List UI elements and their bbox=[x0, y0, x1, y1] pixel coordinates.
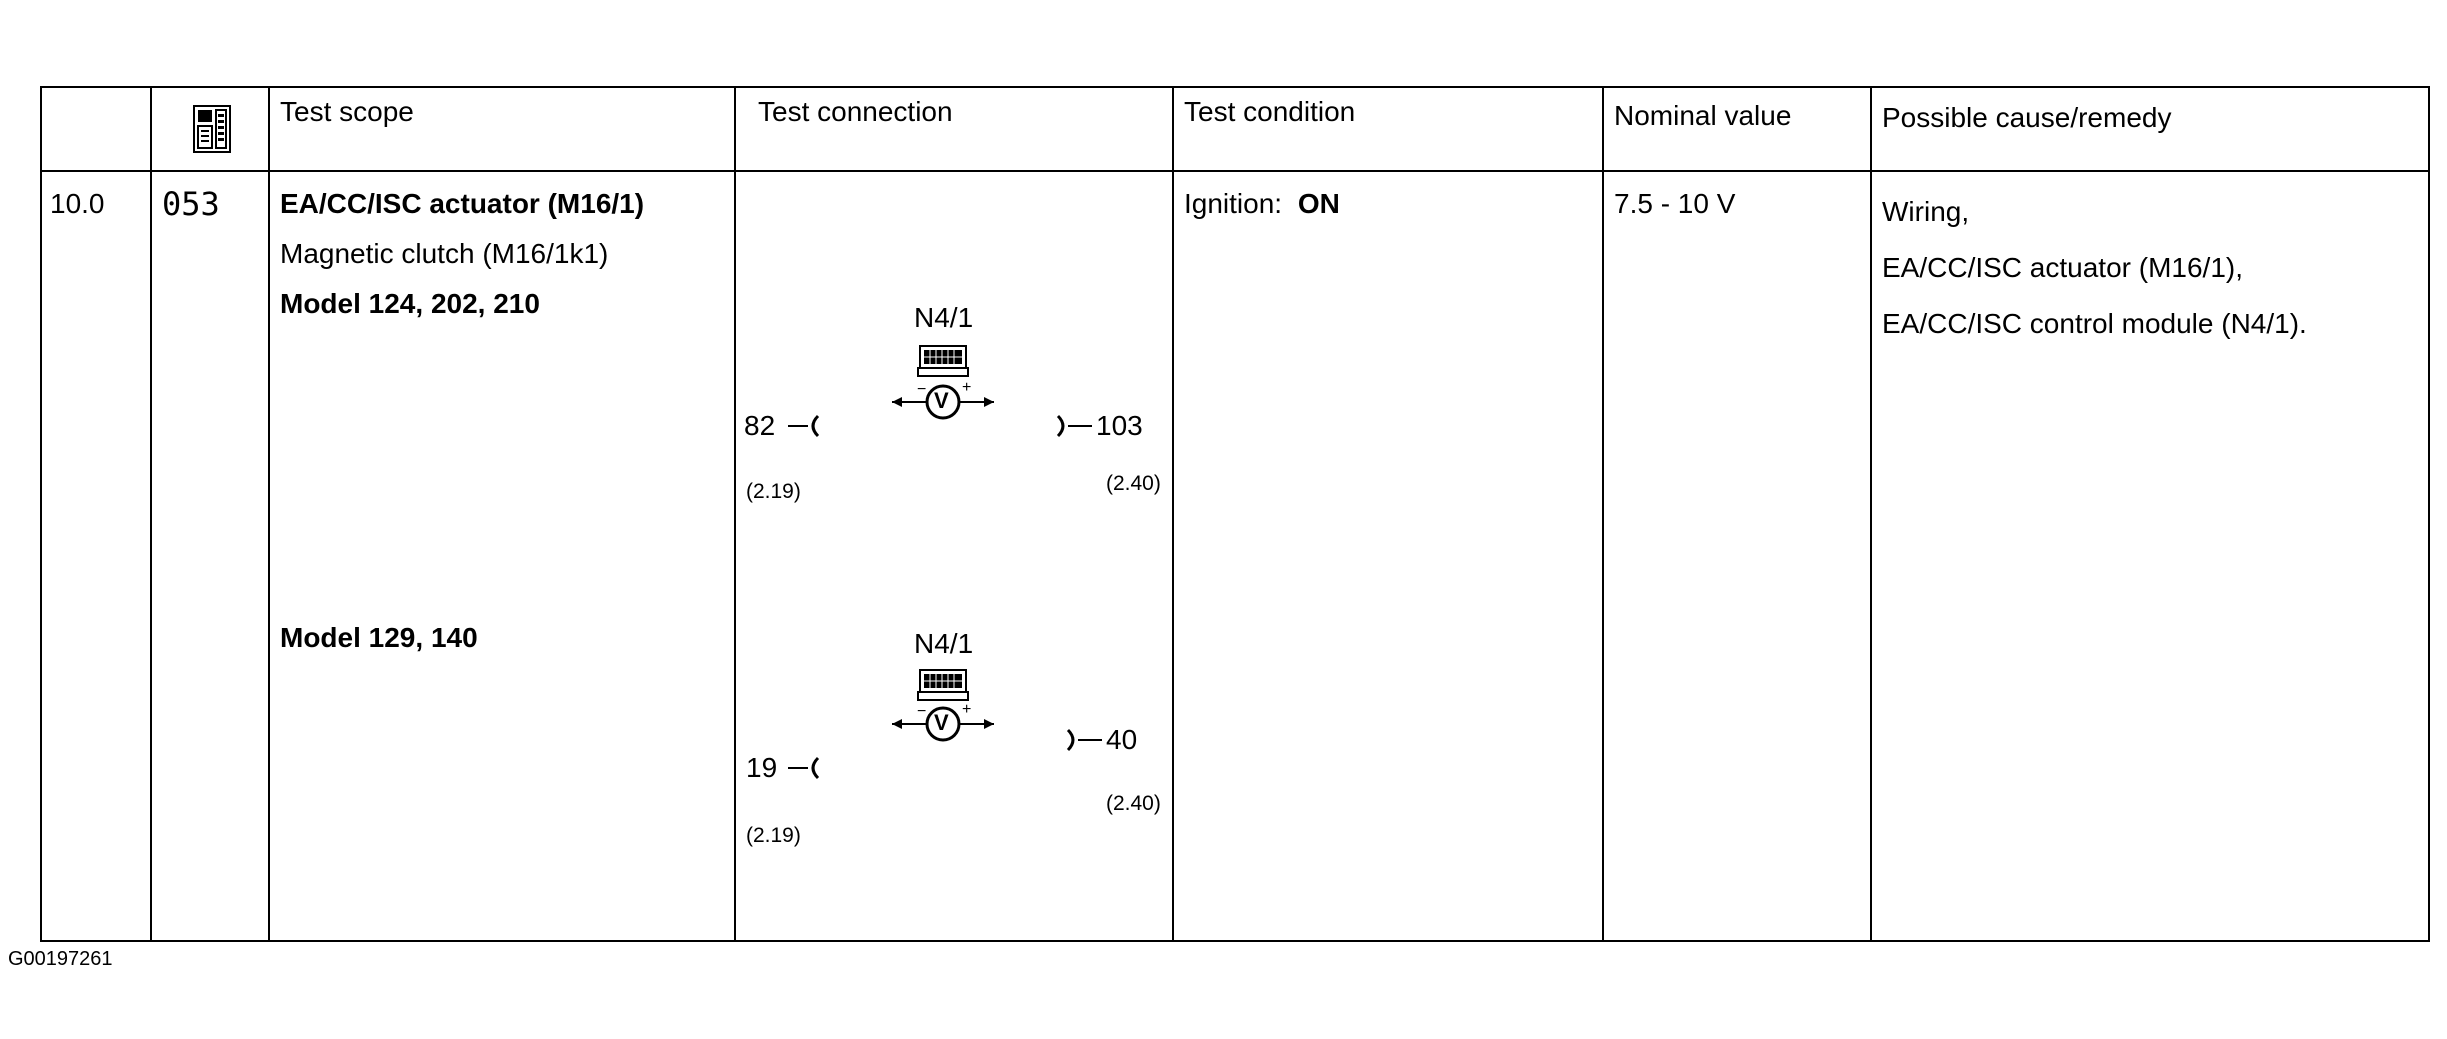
voltmeter-icon bbox=[888, 700, 998, 749]
condition-label: Ignition: bbox=[1184, 188, 1283, 219]
remedy-line-3: EA/CC/ISC control module (N4/1). bbox=[1882, 308, 2307, 339]
figure-id: G00197261 bbox=[8, 948, 113, 970]
svg-text:−: − bbox=[917, 703, 927, 720]
left-pin-a: 82 bbox=[744, 410, 776, 441]
scope-title: EA/CC/ISC actuator (M16/1) bbox=[280, 188, 645, 219]
socket-right-icon bbox=[1064, 724, 1104, 761]
right-pin-b: 40 bbox=[1106, 724, 1138, 755]
col-divider-1 bbox=[150, 88, 152, 940]
socket-left-icon bbox=[786, 410, 822, 447]
header-test-scope: Test scope bbox=[280, 96, 414, 127]
svg-text:−: − bbox=[917, 381, 927, 398]
remedy-line-2: EA/CC/ISC actuator (M16/1), bbox=[1882, 252, 2244, 283]
header-divider bbox=[42, 170, 2428, 172]
header-cause-remedy: Possible cause/remedy bbox=[1882, 102, 2172, 133]
left-ref-b: (2.19) bbox=[746, 824, 801, 847]
voltmeter-icon bbox=[888, 378, 998, 427]
socket-left-icon bbox=[786, 752, 822, 789]
svg-text:+: + bbox=[962, 379, 972, 396]
fault-code: 053 bbox=[162, 185, 220, 223]
meter-symbol: V bbox=[934, 388, 949, 413]
model-b-label: Model 129, 140 bbox=[280, 622, 478, 653]
module-label-a: N4/1 bbox=[914, 302, 974, 333]
header-test-condition: Test condition bbox=[1184, 96, 1356, 127]
col-divider-6 bbox=[1870, 88, 1872, 940]
diagnostic-table bbox=[40, 86, 2430, 942]
tester-icon bbox=[192, 104, 232, 159]
right-pin-a: 103 bbox=[1096, 410, 1143, 441]
left-pin-b: 19 bbox=[746, 752, 778, 783]
condition-value: ON bbox=[1297, 188, 1340, 219]
socket-right-icon bbox=[1054, 410, 1094, 447]
meter-symbol: V bbox=[934, 710, 949, 735]
step-number: 10.0 bbox=[50, 188, 105, 219]
col-divider-5 bbox=[1602, 88, 1604, 940]
col-divider-4 bbox=[1172, 88, 1174, 940]
right-ref-b: (2.40) bbox=[1106, 792, 1161, 815]
right-ref-a: (2.40) bbox=[1106, 472, 1161, 495]
nominal-value: 7.5 - 10 V bbox=[1614, 188, 1736, 219]
scope-subtitle: Magnetic clutch (M16/1k1) bbox=[280, 238, 609, 269]
module-label-b: N4/1 bbox=[914, 628, 974, 659]
header-test-connection: Test connection bbox=[758, 96, 953, 127]
header-nominal-value: Nominal value bbox=[1614, 100, 1792, 131]
model-a-label: Model 124, 202, 210 bbox=[280, 288, 540, 319]
col-divider-3 bbox=[734, 88, 736, 940]
svg-text:+: + bbox=[962, 701, 972, 718]
condition-text bbox=[1184, 188, 1340, 220]
remedy-line-1: Wiring, bbox=[1882, 196, 1970, 227]
col-divider-2 bbox=[268, 88, 270, 940]
left-ref-a: (2.19) bbox=[746, 480, 801, 503]
